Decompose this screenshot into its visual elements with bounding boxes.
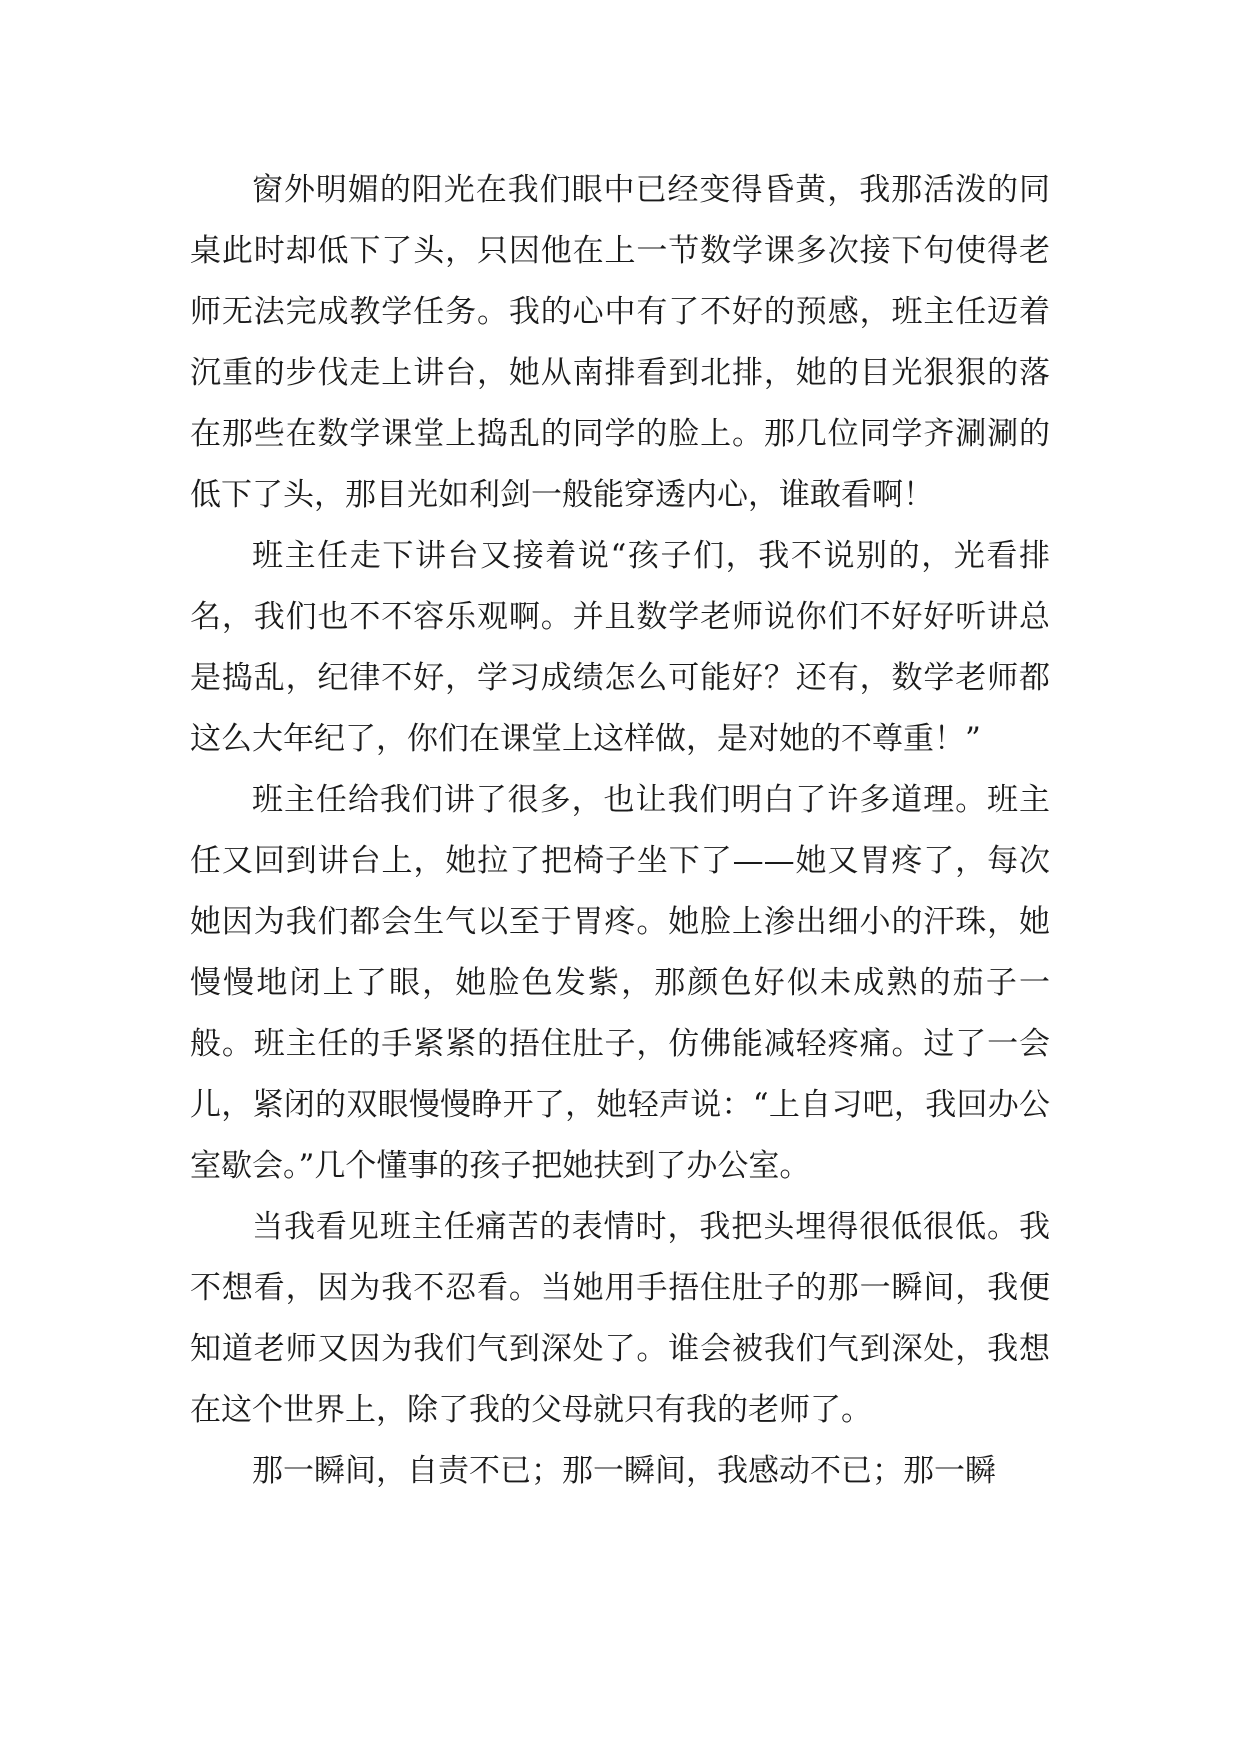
paragraph-3: 班主任给我们讲了很多，也让我们明白了许多道理。班主任又回到讲台上，她拉了把椅子坐下了——她又胃疼了，每次她因为我们都会生气以至于胃疼。她脸上渗出细小的汗珠，她慢慢地闭上了眼，她脸色发紫，那颜色好似未成熟的茄子一般。班主任的手紧紧的捂住肚子，仿佛能减轻疼痛。过了一会儿，紧闭的双眼慢慢睁开了，她轻声说：“上自习吧，我回办公室歇会。”几个懂事的孩子把她扶到了办公室。 (190, 782, 1050, 1184)
paragraph-1: 窗外明媚的阳光在我们眼中已经变得昏黄，我那活泼的同桌此时却低下了头，只因他在上一节数学课多次接下句使得老师无法完成教学任务。我的心中有了不好的预感，班主任迈着沉重的步伐走上讲台，她从南排看到北排，她的目光狠狠的落在那些在数学课堂上捣乱的同学的脸上。那几位同学齐涮涮的低下了头，那目光如利剑一般能穿透内心，谁敢看啊！ (190, 172, 1050, 513)
paragraph-4: 当我看见班主任痛苦的表情时，我把头埋得很低很低。我不想看，因为我不忍看。当她用手捂住肚子的那一瞬间，我便知道老师又因为我们气到深处了。谁会被我们气到深处，我想在这个世界上，除了我的父母就只有我的老师了。 (190, 1209, 1050, 1428)
paragraph-2: 班主任走下讲台又接着说“孩子们，我不说别的，光看排名，我们也不不容乐观啊。并且数学老师说你们不好好听讲总是捣乱，纪律不好，学习成绩怎么可能好？还有，数学老师都这么大年纪了，你们在课堂上这样做，是对她的不尊重！” (190, 538, 1050, 757)
essay-body (190, 160, 1050, 1502)
paragraph-5: 那一瞬间，自责不已；那一瞬间，我感动不已；那一瞬 (252, 1453, 996, 1489)
